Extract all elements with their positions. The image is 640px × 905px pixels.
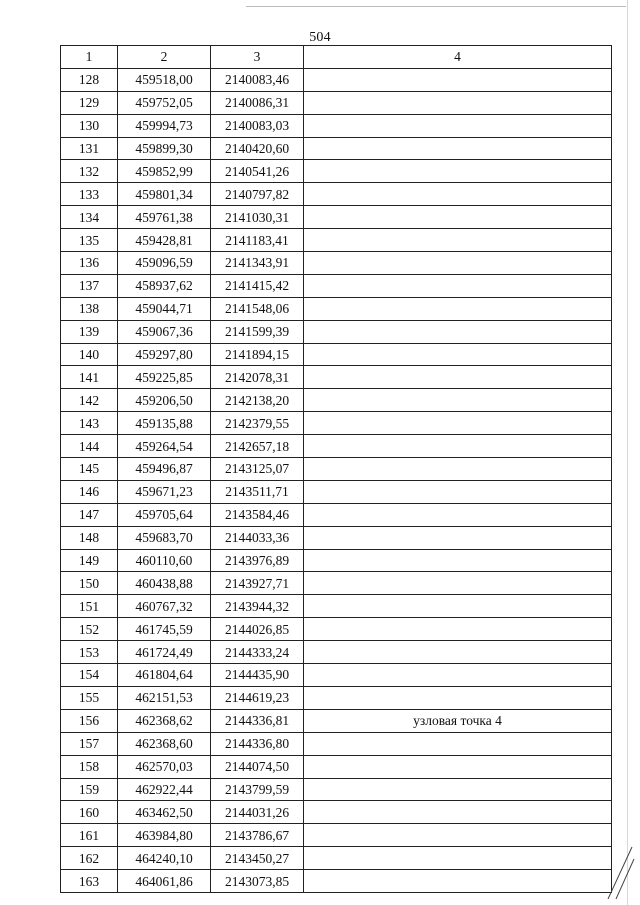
table-cell-col-4	[304, 297, 612, 320]
table-row	[61, 366, 612, 389]
table-row	[61, 160, 612, 183]
table-cell-col-3: 2143073,85	[211, 870, 304, 893]
coordinates-table	[60, 45, 612, 893]
table-cell-col-4	[304, 618, 612, 641]
table-cell-col-4	[304, 641, 612, 664]
table-cell-col-4	[304, 503, 612, 526]
table-cell-col-2: 461804,64	[118, 664, 211, 687]
table-cell-col-3: 2142138,20	[211, 389, 304, 412]
table-cell-col-2: 459705,64	[118, 503, 211, 526]
table-row	[61, 572, 612, 595]
table-row	[61, 824, 612, 847]
table-cell-col-4	[304, 68, 612, 91]
table-cell-col-3: 2140086,31	[211, 91, 304, 114]
table-cell-col-4	[304, 595, 612, 618]
table-cell-col-4	[304, 389, 612, 412]
table-cell-col-3: 2144033,36	[211, 526, 304, 549]
table-cell-col-3: 2142657,18	[211, 435, 304, 458]
table-cell-col-1: 157	[61, 732, 118, 755]
table-cell-col-1: 135	[61, 229, 118, 252]
table-cell-col-1: 148	[61, 526, 118, 549]
table-cell-col-2: 459096,59	[118, 252, 211, 275]
table-cell-col-1: 162	[61, 847, 118, 870]
table-cell-col-1: 152	[61, 618, 118, 641]
table-row	[61, 274, 612, 297]
table-cell-col-4	[304, 801, 612, 824]
table-cell-col-2: 459761,38	[118, 206, 211, 229]
table-cell-col-3: 2144336,81	[211, 709, 304, 732]
table-cell-col-2: 462368,60	[118, 732, 211, 755]
table-cell-col-3: 2144619,23	[211, 686, 304, 709]
header-col-1: 1	[61, 46, 118, 69]
table-cell-col-1: 153	[61, 641, 118, 664]
table-row	[61, 641, 612, 664]
table-row	[61, 503, 612, 526]
header-col-4: 4	[304, 46, 612, 69]
table-row	[61, 755, 612, 778]
table-cell-col-1: 141	[61, 366, 118, 389]
table-cell-col-1: 144	[61, 435, 118, 458]
table-cell-col-3: 2141415,42	[211, 274, 304, 297]
table-cell-col-3: 2141030,31	[211, 206, 304, 229]
table-cell-col-4	[304, 778, 612, 801]
table-cell-col-4	[304, 160, 612, 183]
table-cell-col-2: 462151,53	[118, 686, 211, 709]
table-cell-col-4	[304, 526, 612, 549]
table-cell-col-2: 459044,71	[118, 297, 211, 320]
table-cell-col-2: 459496,87	[118, 458, 211, 481]
table-cell-col-2: 459994,73	[118, 114, 211, 137]
table-cell-col-4: узловая точка 4	[304, 709, 612, 732]
table-cell-col-4	[304, 320, 612, 343]
table-cell-col-4	[304, 252, 612, 275]
table-cell-col-4	[304, 183, 612, 206]
table-cell-col-4	[304, 686, 612, 709]
table-row	[61, 206, 612, 229]
table-row	[61, 320, 612, 343]
table-cell-col-1: 159	[61, 778, 118, 801]
table-cell-col-1: 151	[61, 595, 118, 618]
table-cell-col-2: 462570,03	[118, 755, 211, 778]
table-cell-col-1: 160	[61, 801, 118, 824]
table-cell-col-2: 458937,62	[118, 274, 211, 297]
table-cell-col-1: 163	[61, 870, 118, 893]
table-cell-col-2: 459297,80	[118, 343, 211, 366]
table-row	[61, 412, 612, 435]
table-cell-col-3: 2140083,03	[211, 114, 304, 137]
table-cell-col-3: 2144074,50	[211, 755, 304, 778]
table-row	[61, 435, 612, 458]
table-cell-col-4	[304, 847, 612, 870]
table-cell-col-2: 462368,62	[118, 709, 211, 732]
table-cell-col-1: 155	[61, 686, 118, 709]
table-body	[61, 68, 612, 892]
table-cell-col-2: 464240,10	[118, 847, 211, 870]
table-cell-col-4	[304, 343, 612, 366]
table-row	[61, 297, 612, 320]
table-cell-col-1: 133	[61, 183, 118, 206]
table-cell-col-2: 460767,32	[118, 595, 211, 618]
table-cell-col-3: 2143511,71	[211, 480, 304, 503]
table-row	[61, 732, 612, 755]
table-cell-col-2: 459135,88	[118, 412, 211, 435]
table-cell-col-1: 149	[61, 549, 118, 572]
table-cell-col-2: 464061,86	[118, 870, 211, 893]
table-cell-col-1: 146	[61, 480, 118, 503]
table-cell-col-3: 2141343,91	[211, 252, 304, 275]
table-cell-col-4	[304, 229, 612, 252]
table-cell-col-4	[304, 480, 612, 503]
table-cell-col-3: 2144026,85	[211, 618, 304, 641]
table-cell-col-4	[304, 755, 612, 778]
table-row	[61, 664, 612, 687]
table-cell-col-3: 2140541,26	[211, 160, 304, 183]
table-row	[61, 480, 612, 503]
table-cell-col-3: 2141599,39	[211, 320, 304, 343]
page-number: 504	[309, 30, 331, 45]
table-cell-col-4	[304, 870, 612, 893]
table-cell-col-4	[304, 274, 612, 297]
table-cell-col-1: 131	[61, 137, 118, 160]
table-cell-col-2: 459852,99	[118, 160, 211, 183]
table-cell-col-2: 459671,23	[118, 480, 211, 503]
table-row	[61, 91, 612, 114]
table-cell-col-3: 2144031,26	[211, 801, 304, 824]
table-cell-col-2: 460110,60	[118, 549, 211, 572]
table-row	[61, 778, 612, 801]
table-cell-col-4	[304, 435, 612, 458]
table-row	[61, 458, 612, 481]
table-row	[61, 183, 612, 206]
table-cell-col-3: 2141894,15	[211, 343, 304, 366]
table-cell-col-4	[304, 366, 612, 389]
table-cell-col-1: 138	[61, 297, 118, 320]
table-cell-col-1: 139	[61, 320, 118, 343]
table-cell-col-2: 459428,81	[118, 229, 211, 252]
table-cell-col-3: 2143799,59	[211, 778, 304, 801]
scan-edge-right	[627, 0, 628, 905]
table-cell-col-1: 128	[61, 68, 118, 91]
corner-pen-marks	[606, 841, 636, 901]
table-cell-col-4	[304, 114, 612, 137]
table-cell-col-4	[304, 549, 612, 572]
table-cell-col-2: 462922,44	[118, 778, 211, 801]
table-cell-col-3: 2143125,07	[211, 458, 304, 481]
table-header-row	[61, 46, 612, 69]
table-row	[61, 709, 612, 732]
table-cell-col-2: 461745,59	[118, 618, 211, 641]
table-cell-col-3: 2143927,71	[211, 572, 304, 595]
table-cell-col-2: 459801,34	[118, 183, 211, 206]
header-col-3: 3	[211, 46, 304, 69]
table-cell-col-3: 2141548,06	[211, 297, 304, 320]
header-col-2: 2	[118, 46, 211, 69]
table-row	[61, 686, 612, 709]
table-row	[61, 137, 612, 160]
table-row	[61, 801, 612, 824]
table-row	[61, 526, 612, 549]
table-row	[61, 549, 612, 572]
table-row	[61, 389, 612, 412]
table-row	[61, 343, 612, 366]
table-cell-col-4	[304, 458, 612, 481]
table-row	[61, 68, 612, 91]
table-cell-col-2: 463462,50	[118, 801, 211, 824]
table-cell-col-2: 459518,00	[118, 68, 211, 91]
table-cell-col-3: 2143786,67	[211, 824, 304, 847]
table-row	[61, 618, 612, 641]
table-cell-col-3: 2144333,24	[211, 641, 304, 664]
table-cell-col-2: 463984,80	[118, 824, 211, 847]
table-cell-col-3: 2140083,46	[211, 68, 304, 91]
table-cell-col-2: 459264,54	[118, 435, 211, 458]
table-cell-col-2: 459899,30	[118, 137, 211, 160]
table-cell-col-3: 2143450,27	[211, 847, 304, 870]
table-cell-col-1: 150	[61, 572, 118, 595]
table-row	[61, 595, 612, 618]
table-cell-col-1: 161	[61, 824, 118, 847]
table-cell-col-1: 154	[61, 664, 118, 687]
table-cell-col-1: 130	[61, 114, 118, 137]
table-cell-col-4	[304, 572, 612, 595]
table-row	[61, 847, 612, 870]
table-cell-col-1: 156	[61, 709, 118, 732]
table-cell-col-3: 2140420,60	[211, 137, 304, 160]
table-cell-col-4	[304, 412, 612, 435]
table-cell-col-3: 2140797,82	[211, 183, 304, 206]
table-cell-col-1: 134	[61, 206, 118, 229]
table-cell-col-1: 129	[61, 91, 118, 114]
table-row	[61, 252, 612, 275]
table-cell-col-3: 2143976,89	[211, 549, 304, 572]
table-cell-col-1: 147	[61, 503, 118, 526]
table-cell-col-1: 143	[61, 412, 118, 435]
table-cell-col-4	[304, 137, 612, 160]
table-cell-col-2: 459206,50	[118, 389, 211, 412]
table-cell-col-4	[304, 732, 612, 755]
table-cell-col-2: 459225,85	[118, 366, 211, 389]
table-cell-col-2: 461724,49	[118, 641, 211, 664]
table-cell-col-1: 137	[61, 274, 118, 297]
table-cell-col-3: 2142379,55	[211, 412, 304, 435]
table-cell-col-3: 2144435,90	[211, 664, 304, 687]
table-cell-col-4	[304, 824, 612, 847]
table-row	[61, 229, 612, 252]
table-cell-col-3: 2141183,41	[211, 229, 304, 252]
table-cell-col-3: 2144336,80	[211, 732, 304, 755]
table-cell-col-1: 132	[61, 160, 118, 183]
table-row	[61, 114, 612, 137]
table-cell-col-4	[304, 91, 612, 114]
table-cell-col-3: 2142078,31	[211, 366, 304, 389]
table-cell-col-2: 459067,36	[118, 320, 211, 343]
table-cell-col-1: 158	[61, 755, 118, 778]
table-cell-col-2: 459752,05	[118, 91, 211, 114]
table-cell-col-2: 460438,88	[118, 572, 211, 595]
table-cell-col-4	[304, 664, 612, 687]
table-cell-col-2: 459683,70	[118, 526, 211, 549]
table-cell-col-1: 145	[61, 458, 118, 481]
table-cell-col-4	[304, 206, 612, 229]
table-cell-col-3: 2143944,32	[211, 595, 304, 618]
table-cell-col-1: 136	[61, 252, 118, 275]
table-cell-col-1: 142	[61, 389, 118, 412]
table-cell-col-1: 140	[61, 343, 118, 366]
scan-edge-top	[246, 6, 626, 7]
table-cell-col-3: 2143584,46	[211, 503, 304, 526]
table-row	[61, 870, 612, 893]
